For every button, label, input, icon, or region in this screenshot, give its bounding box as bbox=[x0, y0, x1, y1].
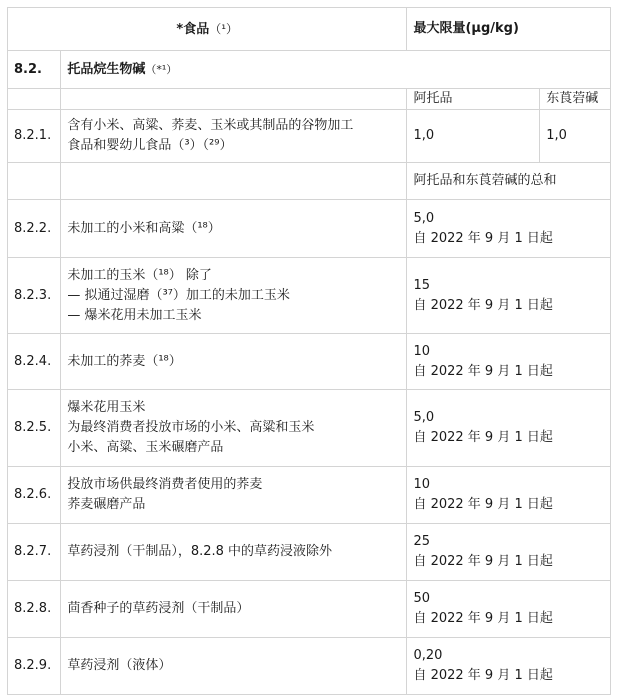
row-number: 8.2.6. bbox=[8, 467, 61, 524]
limit-cell: 0,20 自 2022 年 9 月 1 日起 bbox=[407, 638, 611, 695]
table-row bbox=[8, 200, 611, 258]
table-row bbox=[8, 581, 611, 638]
section-row bbox=[8, 51, 611, 89]
section-title-cell bbox=[61, 51, 611, 89]
scopolamine-value: 1,0 bbox=[540, 110, 611, 163]
food-cell: 未加工的小米和高粱（¹⁸） bbox=[61, 200, 407, 258]
food-cell: 茴香种子的草药浸剂（干制品） bbox=[61, 581, 407, 638]
food-cell: 含有小米、高粱、荞麦、玉米或其制品的谷物加工 食品和婴幼儿食品（³）（²⁹） bbox=[61, 110, 407, 163]
atropine-value: 1,0 bbox=[407, 110, 540, 163]
row-number: 8.2.8. bbox=[8, 581, 61, 638]
limit-cell: 5,0 自 2022 年 9 月 1 日起 bbox=[407, 200, 611, 258]
food-cell: 草药浸剂（干制品），8.2.8 中的草药浸液除外 bbox=[61, 524, 407, 581]
food-cell: 未加工的荞麦（¹⁸） bbox=[61, 334, 407, 390]
row-number: 8.2.3. bbox=[8, 258, 61, 334]
scopolamine-header: 东莨菪碱 bbox=[540, 89, 611, 110]
table-row bbox=[8, 638, 611, 695]
table-row bbox=[8, 524, 611, 581]
max-limit-header bbox=[407, 8, 611, 51]
limit-cell: 5,0 自 2022 年 9 月 1 日起 bbox=[407, 390, 611, 467]
section-note: （*¹） bbox=[145, 62, 178, 76]
row-number: 8.2.9. bbox=[8, 638, 61, 695]
table-row bbox=[8, 334, 611, 390]
atropine-header: 阿托品 bbox=[407, 89, 540, 110]
food-cell: 未加工的玉米（¹⁸） 除了 — 拟通过湿磨（³⁷）加工的未加工玉米 — 爆米花用未加工玉米 bbox=[61, 258, 407, 334]
limit-cell: 10 自 2022 年 9 月 1 日起 bbox=[407, 334, 611, 390]
tropane-alkaloids-table bbox=[7, 7, 611, 695]
limit-cell: 10 自 2022 年 9 月 1 日起 bbox=[407, 467, 611, 524]
row-number: 8.2.2. bbox=[8, 200, 61, 258]
limit-cell: 50 自 2022 年 9 月 1 日起 bbox=[407, 581, 611, 638]
row-number: 8.2.5. bbox=[8, 390, 61, 467]
food-cell: 爆米花用玉米 为最终消费者投放市场的小米、高粱和玉米 小米、高粱、玉米碾磨产品 bbox=[61, 390, 407, 467]
section-number: 8.2. bbox=[8, 51, 61, 89]
row-number: 8.2.7. bbox=[8, 524, 61, 581]
food-header bbox=[8, 8, 407, 51]
row-number: 8.2.1. bbox=[8, 110, 61, 163]
table-row bbox=[8, 258, 611, 334]
sum-subheader-row bbox=[8, 163, 611, 200]
row-number: 8.2.4. bbox=[8, 334, 61, 390]
limit-cell: 25 自 2022 年 9 月 1 日起 bbox=[407, 524, 611, 581]
limit-cell: 15 自 2022 年 9 月 1 日起 bbox=[407, 258, 611, 334]
table-header-row bbox=[8, 8, 611, 51]
section-title: 托品烷生物碱 bbox=[67, 61, 146, 77]
food-cell: 投放市场供最终消费者使用的荞麦 荞麦碾磨产品 bbox=[61, 467, 407, 524]
food-cell: 草药浸剂（液体） bbox=[61, 638, 407, 695]
food-header-label: *食品 bbox=[176, 21, 210, 37]
subheader-row bbox=[8, 89, 611, 110]
max-limit-label: 最大限量(µg/kg) bbox=[413, 21, 519, 36]
table-row bbox=[8, 110, 611, 163]
food-header-note: （¹） bbox=[209, 21, 239, 36]
table-row bbox=[8, 467, 611, 524]
table-row bbox=[8, 390, 611, 467]
sum-header: 阿托品和东莨菪碱的总和 bbox=[407, 163, 611, 200]
